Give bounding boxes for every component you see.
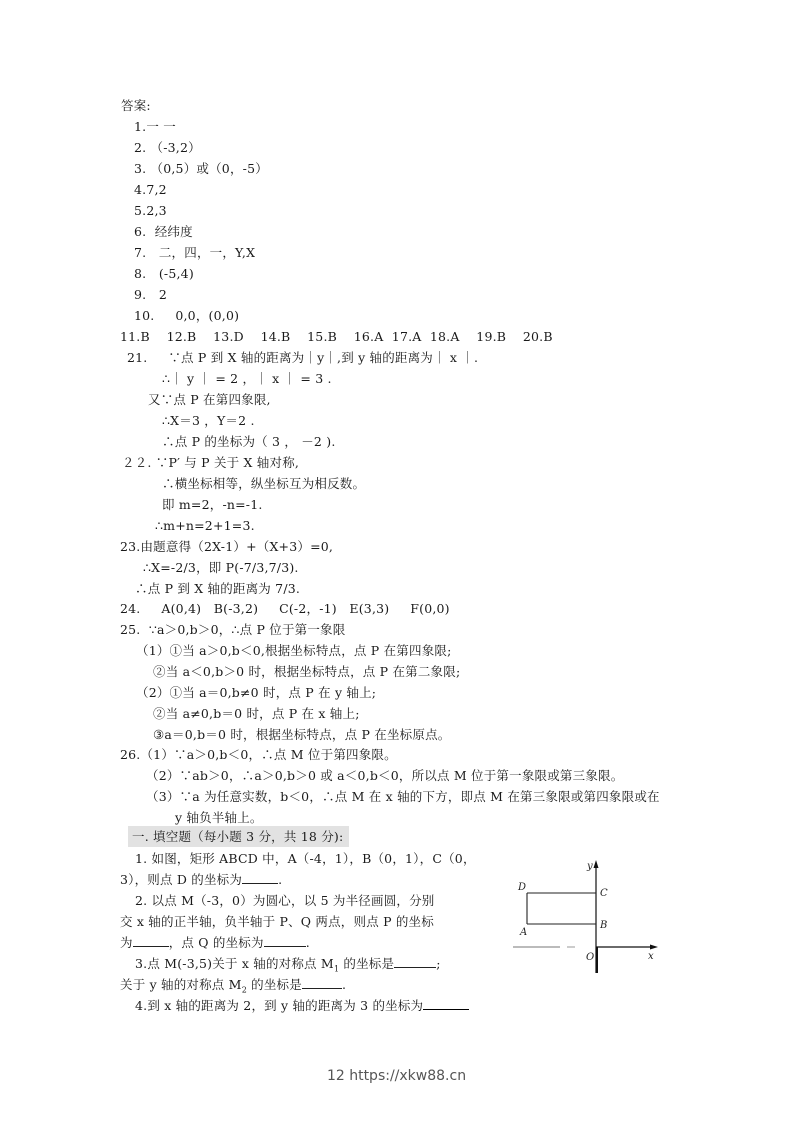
answer-num: 6. — [134, 224, 147, 239]
answer-blank-p[interactable] — [133, 932, 169, 947]
label-x: x — [648, 951, 654, 962]
section-heading: 一. 填空题（每小题 3 分，共 18 分): — [128, 826, 349, 847]
q25-line-3: ②当 a＜0,b＞0 时，根据坐标特点，点 P 在第二象限; — [153, 664, 461, 679]
fill-q1-line-2 — [120, 869, 282, 890]
q25-line-5: ②当 a≠0,b＝0 时，点 P 在 x 轴上; — [153, 706, 360, 721]
fill-q1-line-1: 1. 如图，矩形 ABCD 中，A（-4，1），B（0，1），C（0， — [135, 851, 476, 866]
choice-answer: 11.B — [120, 329, 150, 344]
answer-1 — [134, 116, 176, 137]
answer-num: 5. — [134, 203, 147, 218]
answer-text: (-5,4) — [158, 266, 194, 281]
answer-10 — [134, 305, 239, 326]
q26-line-2: （2）∵ab＞0，∴a＞0,b＞0 或 a＜0,b＜0，所以点 M 位于第一象限或第三象限。 — [146, 768, 624, 783]
fill-q3-punct: ; — [436, 956, 441, 971]
q25-line-6: ③a＝0,b＝0 时，根据坐标特点，点 P 在坐标原点。 — [153, 727, 451, 742]
choice-answer: 13.D — [213, 329, 244, 344]
question-num: 21. — [127, 350, 148, 365]
choice-answer: 14.B — [260, 329, 291, 344]
answer-9 — [134, 284, 167, 305]
fill-q3-text: 的坐标是 — [246, 977, 302, 992]
fill-q1-text: 3），则点 D 的坐标为 — [120, 872, 243, 887]
answer-text: （-3,2） — [150, 140, 201, 155]
answer-num: 10. — [134, 308, 155, 323]
answer-text: 2 — [158, 287, 168, 302]
answer-blank-m1[interactable] — [394, 953, 436, 968]
answer-text: 一 一 — [146, 119, 176, 134]
question-num: 23. — [120, 539, 141, 554]
choice-answer: 12.B — [166, 329, 197, 344]
q21-line-4: ∴X＝3 ，Y＝2 . — [162, 413, 255, 428]
q23-line-2: ∴X=-2/3，即 P(-7/3,7/3). — [143, 560, 299, 575]
label-o: O — [586, 952, 595, 963]
answer-3 — [134, 158, 268, 179]
answer-num: 2. — [134, 140, 147, 155]
answer-num: 4. — [134, 182, 147, 197]
q25-line-2: （1）①当 a＞0,b＜0,根据坐标特点，点 P 在第四象限; — [136, 643, 452, 658]
fill-q2-line-1: 2. 以点 M（-3，0）为圆心，以 5 为半径画圆，分别 — [135, 893, 435, 908]
choice-answer: 15.B — [307, 329, 338, 344]
answer-6 — [134, 221, 193, 242]
fill-q3-line-2 — [120, 974, 346, 995]
choice-answer: 20.B — [522, 329, 553, 344]
answer-num: 8. — [134, 266, 147, 281]
fill-q4-text: 4.到 x 轴的距离为 2，到 y 轴的距离为 3 的坐标为 — [135, 998, 424, 1013]
q22-text: ∵P′ 与 P 关于 X 轴对称, — [155, 455, 300, 470]
q24-line — [120, 598, 450, 619]
answer-num: 1. — [134, 119, 147, 134]
q25-line-1 — [120, 619, 345, 640]
answer-5 — [134, 200, 167, 221]
fill-q1-period: . — [278, 872, 283, 887]
q23-line-1 — [120, 536, 333, 557]
rectangle-diagram — [505, 855, 670, 975]
answer-7 — [134, 242, 255, 263]
answer-blank[interactable] — [423, 995, 469, 1010]
answer-text: 2,3 — [146, 203, 167, 218]
answer-blank-q[interactable] — [264, 932, 306, 947]
q21-line-5: ∴点 P 的坐标为（ 3 ， －2 ). — [162, 434, 336, 449]
answer-num: 9. — [134, 287, 147, 302]
coordinate-figure — [505, 855, 670, 975]
fill-q3-period: . — [341, 977, 347, 992]
answer-num: 3. — [134, 161, 147, 176]
subscript: 2 — [241, 985, 247, 995]
fill-q3-text: 关于 y 轴的对称点 M — [120, 977, 242, 992]
label-a: A — [520, 927, 528, 938]
label-c: C — [600, 888, 608, 899]
q26-text: （1）∵a＞0,b＜0，∴点 M 位于第四象限。 — [140, 747, 397, 762]
choice-answers-row — [120, 326, 553, 347]
answer-text: 经纬度 — [154, 224, 193, 239]
fill-q2-period: . — [305, 935, 310, 950]
fill-q2-line-2: 交 x 轴的正半轴，负半轴于 P、Q 两点，则点 P 的坐标 — [120, 914, 434, 929]
subscript: 1 — [333, 964, 340, 974]
answers-title: 答案: — [121, 98, 151, 113]
answer-8 — [134, 263, 194, 284]
q21-text: ∵点 P 到 X 轴的距离为｜y｜,到 y 轴的距离为｜ x ｜. — [168, 350, 479, 365]
q23-line-3: ∴点 P 到 X 轴的距离为 7/3. — [135, 581, 301, 596]
point-f: F(0,0) — [410, 601, 450, 616]
q26-line-4: y 轴负半轴上。 — [175, 810, 263, 825]
fill-q3-text: 的坐标是 — [339, 956, 395, 971]
fill-q3-text: 3.点 M(-3,5)关于 x 轴的对称点 M — [135, 956, 334, 971]
question-num: 25. — [120, 622, 141, 637]
question-num: 24. — [120, 601, 141, 616]
answer-blank[interactable] — [242, 869, 278, 884]
point-b: B(-3,2) — [213, 601, 259, 616]
point-a: A(0,4) — [161, 601, 202, 616]
q25-line-4: （2）①当 a＝0,b≠0 时，点 P 在 y 轴上; — [136, 685, 377, 700]
label-d: D — [518, 882, 527, 893]
answer-2 — [134, 137, 201, 158]
q21-line-3: 又∵点 P 在第四象限, — [148, 392, 271, 407]
fill-q3-line-1 — [135, 953, 441, 974]
q22-line-3: 即 m=2，-n=-1. — [162, 497, 263, 512]
answer-text: 二，四，一，Y,X — [158, 245, 256, 260]
q22-line-1 — [122, 452, 299, 473]
fill-q2-line-3 — [120, 932, 310, 953]
answer-4 — [134, 179, 167, 200]
q23-text: 由题意得（2X-1）+（X+3）=0, — [140, 539, 334, 554]
label-y: y — [587, 861, 593, 872]
answer-text: （0,5）或（0，-5） — [150, 161, 268, 176]
fill-q2-text: ，点 Q 的坐标为 — [168, 935, 264, 950]
q22-line-4: ∴m+n=2+1=3. — [155, 518, 255, 533]
choice-answer: 18.A — [429, 329, 460, 344]
question-num: ２２. — [122, 455, 152, 470]
q22-line-2: ∴横坐标相等，纵坐标互为相反数。 — [162, 476, 366, 491]
q21-line-1 — [127, 347, 478, 368]
choice-answer: 16.A — [353, 329, 384, 344]
question-num: 26. — [120, 747, 141, 762]
point-c: C(-2，-1) — [279, 601, 337, 616]
label-b: B — [600, 920, 608, 931]
answer-text: 7,2 — [146, 182, 167, 197]
fill-q2-text: 为 — [120, 935, 133, 950]
q26-line-1 — [120, 744, 397, 765]
fill-q4-line-1 — [135, 995, 469, 1016]
q21-line-2: ∴｜ y ｜ = 2 ，｜ x ｜ = 3 . — [162, 371, 332, 386]
q25-text: ∵a＞0,b＞0，∴点 P 位于第一象限 — [148, 622, 346, 637]
answer-blank-m2[interactable] — [302, 974, 342, 989]
answer-num: 7. — [134, 245, 147, 260]
point-e: E(3,3) — [349, 601, 390, 616]
answer-text: 0,0，(0,0) — [175, 308, 240, 323]
q26-line-3: （3）∵a 为任意实数，b＜0，∴点 M 在 x 轴的下方，即点 M 在第三象限或第四象限或在 — [146, 789, 660, 804]
choice-answer: 17.A — [391, 329, 422, 344]
page-footer: 12 https://xkw88.cn — [326, 1068, 467, 1084]
choice-answer: 19.B — [476, 329, 507, 344]
